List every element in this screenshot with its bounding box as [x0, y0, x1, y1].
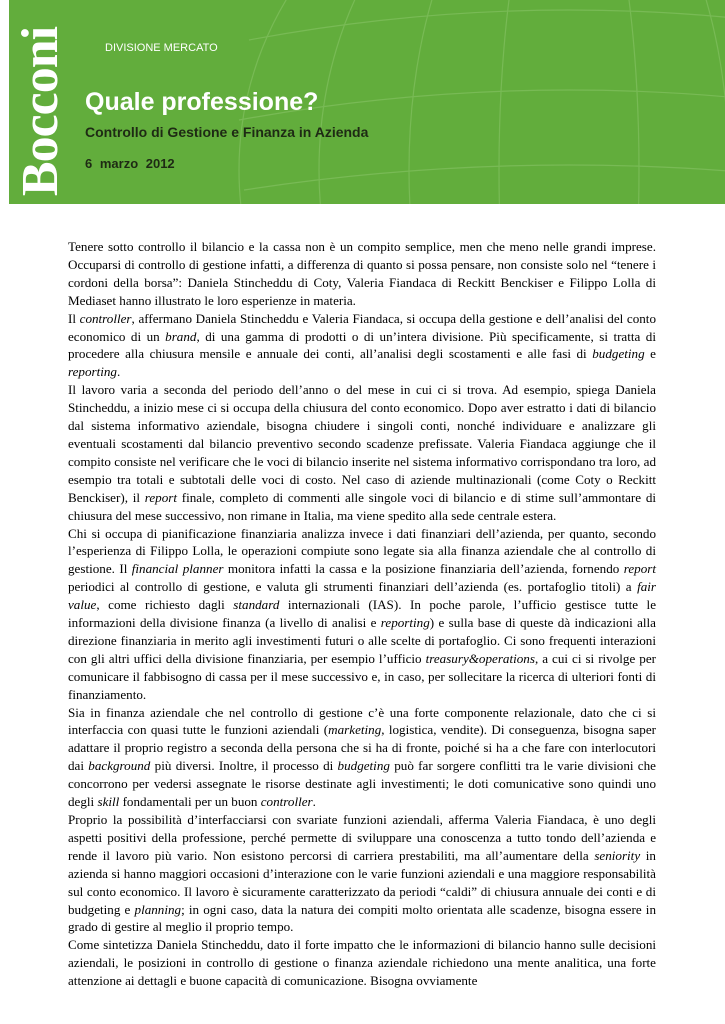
- bocconi-logo: [9, 18, 85, 204]
- text-run: più diversi. Inoltre, il processo di: [150, 758, 338, 774]
- text-run: , logistica, vendite). Di conseguenza, bisogna saper adattare il proprio registro a seconda della persona che si ha di fronte, poiché si ha a che fare con interlocutori dai: [68, 722, 656, 774]
- italic-term: controller: [260, 794, 313, 810]
- text-run: ; in ogni caso, data la natura dei compiti molto orientata alle scadenze, bisogna essere in grado di gestire al meglio il proprio tempo.: [68, 901, 656, 935]
- event-date: 6 marzo 2012: [85, 156, 175, 171]
- text-run: , di una gamma di prodotti o di un’intera divisione. Più specificamente, si tratta di procedere alla chiusura mensile e annuale dei conti, all’analisi degli scostamenti e alle fasi di: [68, 328, 656, 362]
- italic-term: fair value: [68, 579, 656, 613]
- italic-term: controller: [79, 310, 132, 326]
- italic-term: standard: [233, 597, 280, 613]
- article-paragraph: [68, 238, 656, 310]
- text-run: ) e sulla base di queste dà indicazioni alla direzione finanziaria in merito agli investimenti futuri o alle scelte di portafoglio. Ci sono frequenti interazioni con gli altri uffici della divisione finanziaria, per esempio l’ufficio: [68, 615, 656, 666]
- header-banner: [9, 0, 725, 204]
- text-run: in azienda si hanno maggiori occasioni d’interazione con le varie funzioni aziendali e una maggiore responsabilità sul conto economico. Il lavoro è sicuramente caratterizzato da periodi “caldi” di chiusura annuale dei conti e di budgeting e: [68, 847, 656, 917]
- brand-wordmark: Bocconi: [12, 26, 70, 196]
- text-run: periodici al controllo di gestione, e valuta gli strumenti finanziari dell’azienda (es. portafoglio titoli) a: [68, 579, 638, 595]
- text-run: , come richiesto dagli: [96, 597, 234, 613]
- italic-term: report: [623, 561, 656, 577]
- article-paragraph: [68, 525, 656, 704]
- italic-term: background: [88, 758, 151, 774]
- text-run: monitora infatti la cassa e la posizione finanziaria dell’azienda, fornendo: [223, 561, 624, 577]
- text-run: Il: [68, 310, 80, 326]
- italic-term: skill: [97, 794, 120, 810]
- text-run: Chi si occupa di pianificazione finanziaria analizza invece i dati finanziari dell’azienda, per quanto, secondo l’esperienza di Filippo Lolla, le operazioni compiute sono legate sia alla finanza aziendale che al controllo di gestione. Il: [68, 525, 656, 577]
- text-run: Sia in finanza aziendale che nel controllo di gestione c’è una forte componente relazionale, dato che ci si interfaccia con quasi tutte le funzioni aziendali (: [68, 704, 656, 738]
- article-paragraph: [68, 704, 656, 811]
- italic-term: reporting: [68, 364, 117, 380]
- text-run: e: [644, 346, 656, 362]
- text-run: Come sintetizza Daniela Stincheddu, dato il forte impatto che le informazioni di bilancio hanno sulle decisioni aziendali, le posizioni in controllo di gestione o finanza aziendale richiedono una mente analitica, una forte attenzione ai dettagli e buone capacità di comunicazione. Bisogna ovviamente: [68, 937, 656, 989]
- page-subtitle: Controllo di Gestione e Finanza in Azienda: [85, 124, 369, 140]
- article-paragraph: [68, 310, 656, 382]
- text-run: , affermano Daniela Stincheddu e Valeria Fiandaca, si occupa della gestione e dell’analisi del conto economico di un: [68, 310, 656, 344]
- text-run: Il lavoro varia a seconda del periodo dell’anno o del mese in cui ci si trova. Ad esempio, spiega Daniela Stincheddu, a inizio mese ci si occupa della chiusura del conto economico. Dopo aver estratto i dati di bilancio dal sistema informativo aziendale, bisogna chiudere i singoli conti, nonché individuare e analizzare gli eventuali scostamenti dal bilancio preventivo secondo scadenze prefissate. Valeria Fiandaca aggiunge che il compito consiste nel verificare che le voci di bilancio inserite nel sistema informativo corrispondano tra loro, ad esempio tra totali e subtotali delle voci di costo. Nel caso di aziende multinazionali (come Coty o Reckitt Benckiser), il: [68, 382, 656, 505]
- text-run: Tenere sotto controllo il bilancio e la cassa non è un compito semplice, men che meno nelle grandi imprese. Occuparsi di controllo di gestione infatti, a differenza di quanto si possa pensare, non consiste solo nel “tenere i cordoni della borsa”: Daniela Stincheddu di Coty, Valeria Fiandaca di Reckitt Benckiser e Filippo Lolla di Mediaset hanno illustrato le loro esperienze in materia.: [68, 239, 656, 308]
- page-title: Quale professione?: [85, 88, 319, 116]
- italic-term: marketing: [328, 722, 382, 738]
- italic-term: budgeting: [337, 758, 390, 774]
- text-run: può far sorgere conflitti tra le varie divisioni che concorrono per vedersi assegnate le risorse destinate agli investimenti; le doti comunicative sono quindi uno degli: [68, 758, 656, 810]
- text-run: internazionali (IAS). In poche parole, l’ufficio gestisce tutte le informazioni della divisione finanza (a livello di analisi e: [68, 597, 657, 631]
- text-run: Proprio la possibilità d’interfacciarsi con svariate funzioni aziendali, afferma Valeria Fiandaca, è uno degli aspetti positivi della professione, perché permette di sviluppare una conoscenza a tutto tondo dell’azienda e rende il lavoro più vario. Non esistono percorsi di carriera prestabiliti, ma all’aumentare della: [68, 812, 656, 863]
- italic-term: treasury&operations: [425, 650, 535, 666]
- text-run: .: [312, 794, 316, 810]
- italic-term: planning: [134, 901, 182, 917]
- italic-term: budgeting: [592, 346, 645, 362]
- text-run: finale, completo di commenti alle singole voci di bilancio e di stime sull’ammontare di chiusura del mese successivo, non rimane in Italia, ma viene spedito alla sede centrale estera.: [68, 489, 657, 523]
- italic-term: seniority: [594, 847, 641, 863]
- italic-term: report: [144, 489, 177, 505]
- text-run: , a cui ci si rivolge per comunicare il fabbisogno di cassa per il mese successivo e, in caso, per sollecitare la ricerca di ulteriori fonti di finanziamento.: [68, 650, 656, 702]
- division-label: DIVISIONE MERCATO: [105, 42, 218, 54]
- text-run: .: [116, 364, 121, 380]
- italic-term: financial planner: [131, 561, 224, 577]
- text-run: fondamentali per un buon: [119, 794, 261, 810]
- article-paragraph: [68, 381, 656, 524]
- article-body: [68, 238, 656, 990]
- italic-term: brand: [165, 328, 197, 344]
- article-paragraph: [68, 811, 656, 936]
- article-paragraph: [68, 936, 656, 990]
- italic-term: reporting: [380, 615, 430, 631]
